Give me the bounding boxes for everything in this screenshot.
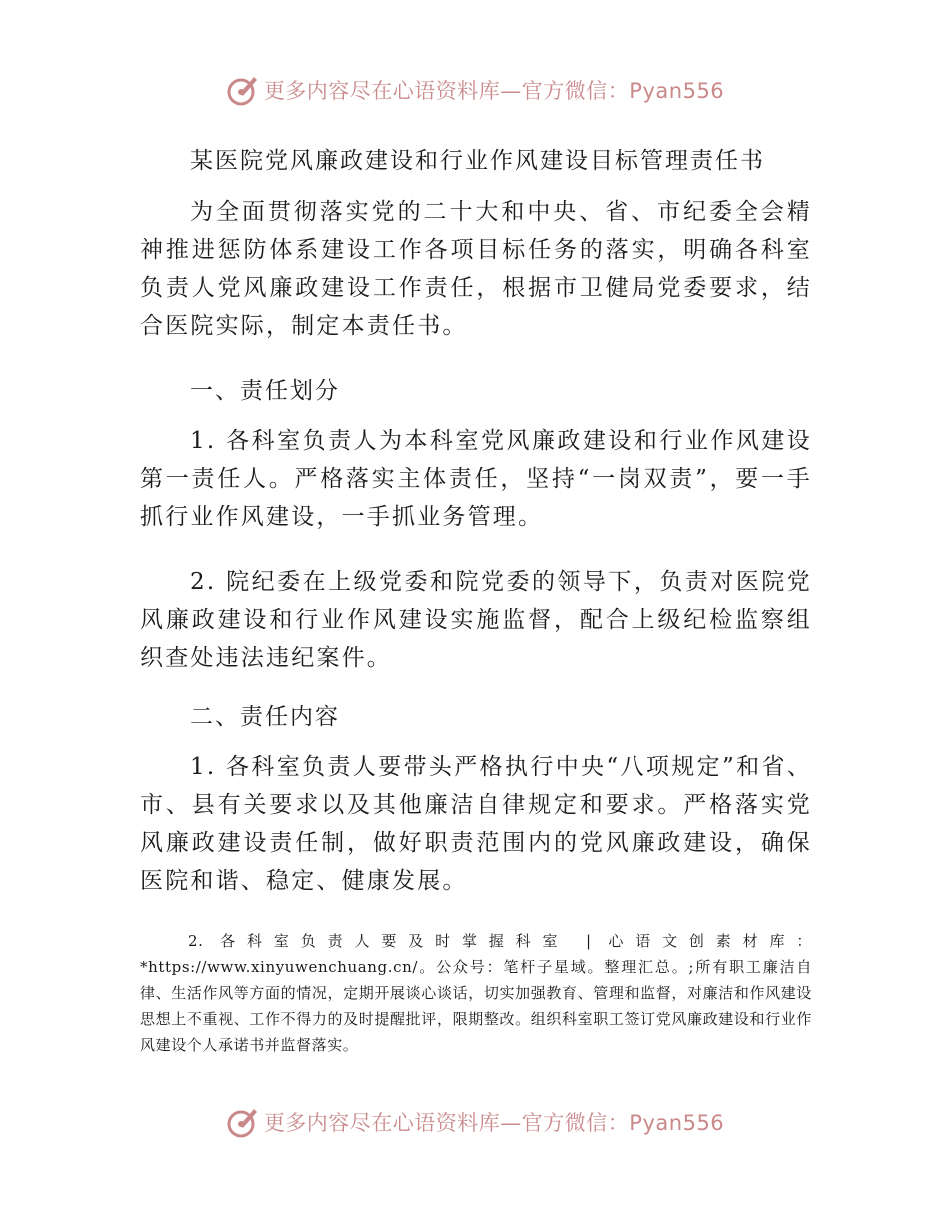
section-heading-responsibility-content: 二、责任内容	[190, 704, 340, 730]
footer-banner	[0, 1102, 950, 1142]
section1-item2-paragraph: 2. 院纪委在上级党委和院党委的领导下，负责对医院党风廉政建设和行业作风建设实施监督，配合上级纪检监察组织查处违法违纪案件。	[140, 569, 812, 671]
banner-text: 更多内容尽在心语资料库—官方微信：Pyan556	[263, 1111, 725, 1135]
header-banner	[0, 70, 950, 110]
pen-nib-logo-icon	[226, 1105, 260, 1139]
section1-item1-paragraph: 1. 各科室负责人为本科室党风廉政建设和行业作风建设第一责任人。严格落实主体责任，坚持“一岗双责”，要一手抓行业作风建设，一手抓业务管理。	[140, 428, 812, 530]
pen-nib-logo-icon	[226, 73, 260, 107]
section-heading-responsibility-division: 一、责任划分	[190, 378, 340, 404]
section2-item2-paragraph: 2. 各科室负责人要及时掌握科室 | 心语文创素材库：*https://www.xinyuwenchuang.cn/。公众号：笔杆子星域。整理汇总。;所有职工廉洁自律、生活作风等方面的情况，定期开展谈心谈话，切实加强教育、管理和监督，对廉洁和作风建设思想上不重视、工作不得力的及时提醒批评，限期整改。组织科室职工签订党风廉政建设和行业作风建设个人承诺书并监督落实。	[140, 932, 812, 1054]
banner-text: 更多内容尽在心语资料库—官方微信：Pyan556	[263, 79, 725, 103]
section2-item1-paragraph: 1. 各科室负责人要带头严格执行中央“八项规定”和省、市、县有关要求以及其他廉洁自律规定和要求。严格落实党风廉政建设责任制，做好职责范围内的党风廉政建设，确保医院和谐、稳定、健康发展。	[140, 754, 812, 894]
intro-paragraph: 为全面贯彻落实党的二十大和中央、省、市纪委全会精神推进惩防体系建设工作各项目标任务的落实，明确各科室负责人党风廉政建设工作责任，根据市卫健局党委要求，结合医院实际，制定本责任书。	[140, 199, 812, 339]
document-title: 某医院党风廉政建设和行业作风建设目标管理责任书	[190, 148, 765, 174]
